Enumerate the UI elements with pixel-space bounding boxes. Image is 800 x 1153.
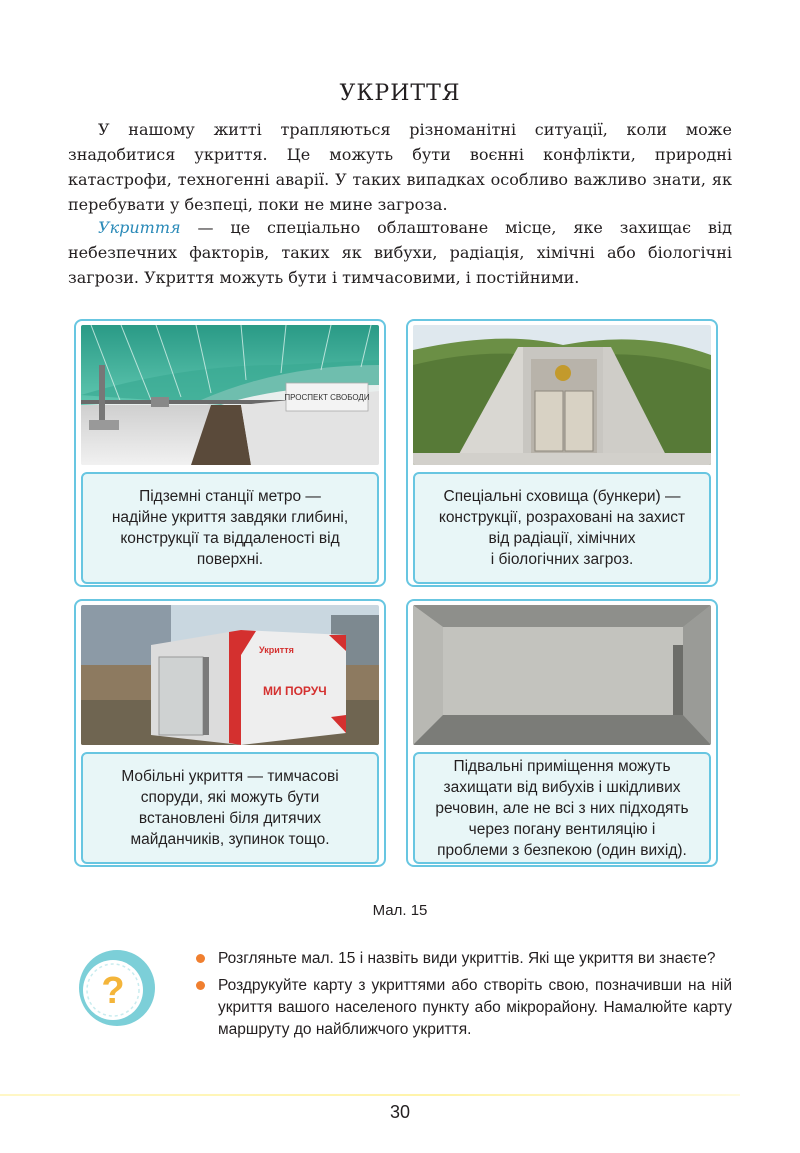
metro-caption: Підземні станції метро — надійне укриття завдяки глибині, конструкції та віддаленості від поверхні. xyxy=(81,472,379,584)
shelter-card-metro xyxy=(74,319,386,587)
intro-paragraph xyxy=(68,117,732,217)
shelter-card-bunker xyxy=(406,319,718,587)
figure-label: Мал. 15 xyxy=(372,902,428,919)
metro-sign-text: ПРОСПЕКТ СВОБОДИ xyxy=(284,393,370,402)
task-text: Роздрукуйте карту з укриттями або створіть свою, позначивши на ній укриття вашого населеного пункту або мікрорайону. Намалюйте карту маршруту до найближчого укриття. xyxy=(218,977,732,1038)
shelter-card-mobile xyxy=(74,599,386,867)
basement-photo xyxy=(413,605,711,745)
footer-divider xyxy=(0,1094,740,1096)
intro-text: У нашому житті трапляються різноманітні ситуації, коли може знадобитися укриття. Це можуть бути воєнні конфлікти, природні катастрофи, техногенні аварії. У таких випадках особливо важливо знати, як перебувати у безпеці, поки не мине загроза. xyxy=(68,120,732,214)
mobile-shelter-slogan: МИ ПОРУЧ xyxy=(263,684,327,698)
definition-paragraph xyxy=(68,215,732,290)
shelter-card-basement xyxy=(406,599,718,867)
task-text: Розгляньте мал. 15 і назвіть види укриттів. Які ще укриття ви знаєте? xyxy=(218,950,716,967)
basement-caption: Підвальні приміщення можуть захищати від вибухів і шкідливих речовин, але не всі з них підходять через погану вентиляцію і проблеми з безпекою (один вихід). xyxy=(413,752,711,864)
mobile-shelter-photo xyxy=(81,605,379,745)
page-number: 30 xyxy=(389,1102,411,1122)
definition-term: Укриття xyxy=(98,218,181,237)
mobile-shelter-sign: Укриття xyxy=(259,645,294,655)
bunker-photo xyxy=(413,325,711,465)
question-icon xyxy=(76,947,158,1029)
list-item xyxy=(196,975,732,1041)
task-list xyxy=(196,948,732,1046)
mobile-caption: Мобільні укриття — тимчасові споруди, які можуть бути встановлені біля дитячих майданчиків, зупинок тощо. xyxy=(81,752,379,864)
metro-station-photo xyxy=(81,325,379,465)
bullet-icon xyxy=(196,954,205,963)
page-title: УКРИТТЯ xyxy=(339,80,461,106)
bullet-icon xyxy=(196,981,205,990)
bunker-caption: Спеціальні сховища (бункери) — конструкції, розраховані на захист від радіації, хімічних і біологічних загроз. xyxy=(413,472,711,584)
definition-text: — це спеціально облаштоване місце, яке захищає від небезпечних факторів, таких як вибухи, радіація, хімічні або біологічні загрози. Укриття можуть бути і тимчасовими, і постійними. xyxy=(68,218,732,287)
question-mark-glyph: ? xyxy=(101,970,125,1012)
list-item xyxy=(196,948,732,970)
